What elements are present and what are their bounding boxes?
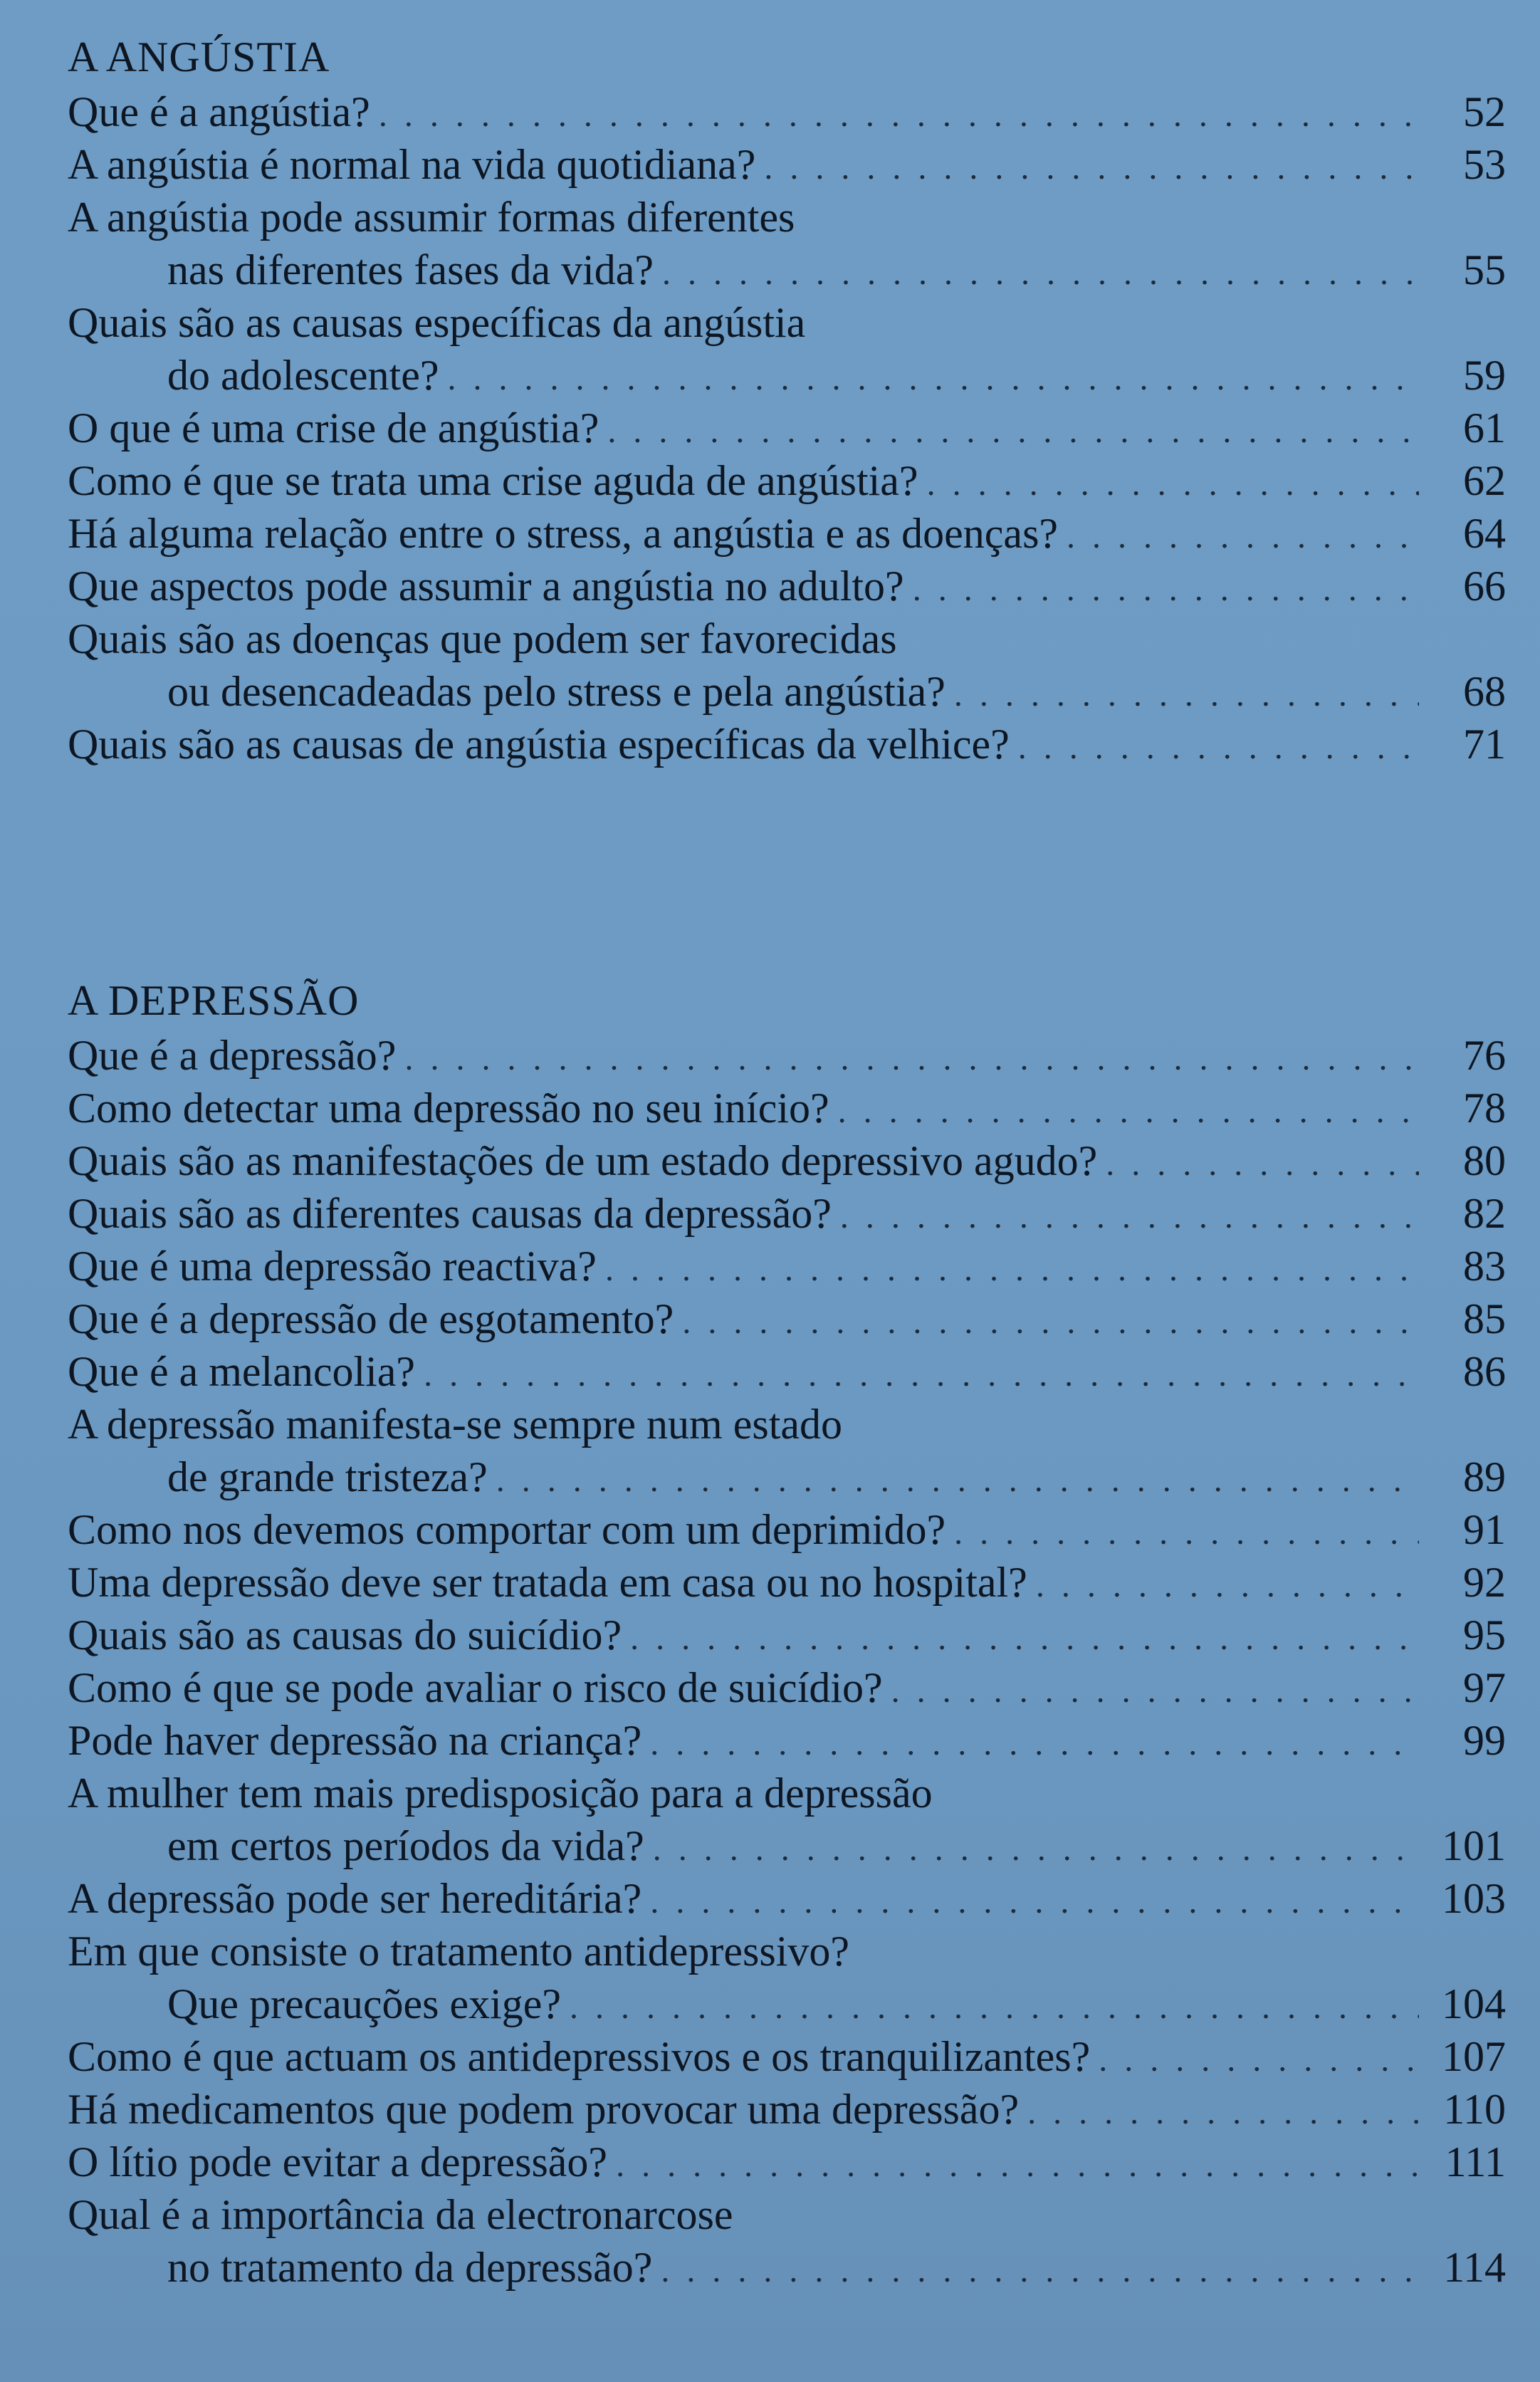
toc-entry-line-continued bbox=[68, 612, 1506, 665]
toc-page-number: 82 bbox=[1463, 1190, 1506, 1237]
toc-page-number: 89 bbox=[1463, 1453, 1506, 1500]
toc-entry-text: Uma depressão deve ser tratada em casa ou no hospital? bbox=[68, 1559, 1027, 1606]
dot-leader bbox=[891, 1665, 1419, 1718]
toc-entry[interactable] bbox=[68, 2030, 1506, 2083]
dot-leader bbox=[630, 1612, 1419, 1665]
dot-leader bbox=[447, 352, 1419, 405]
toc-entry-line bbox=[68, 1556, 1506, 1609]
toc-page-number: 97 bbox=[1463, 1664, 1506, 1711]
toc-entry-text: Qual é a importância da electronarcose bbox=[68, 2191, 733, 2238]
toc-entry[interactable] bbox=[68, 1609, 1506, 1661]
toc-entry-text: Quais são as doenças que podem ser favorecidas bbox=[68, 615, 897, 662]
toc-entry-line-continued bbox=[68, 2188, 1506, 2241]
toc-entry[interactable] bbox=[68, 1029, 1506, 1082]
dot-leader bbox=[1036, 1560, 1419, 1612]
dot-leader bbox=[424, 1349, 1419, 1401]
toc-entry[interactable] bbox=[68, 1345, 1506, 1398]
toc-entry-line bbox=[68, 1187, 1506, 1240]
toc-entry-line bbox=[68, 1661, 1506, 1714]
toc-entry-line-continued bbox=[68, 191, 1506, 244]
toc-entry[interactable] bbox=[68, 1240, 1506, 1292]
toc-entry-text: Como detectar uma depressão no seu início? bbox=[68, 1085, 829, 1132]
toc-entry-text: Como é que actuam os antidepressivos e os tranquilizantes? bbox=[68, 2033, 1091, 2080]
toc-entry-text: Que é uma depressão reactiva? bbox=[68, 1243, 597, 1290]
toc-entry-text: Pode haver depressão na criança? bbox=[68, 1717, 642, 1764]
toc-entry-text: Como é que se pode avaliar o risco de suicídio? bbox=[68, 1664, 883, 1711]
toc-entry-line bbox=[68, 1609, 1506, 1661]
toc-page-number: 80 bbox=[1463, 1137, 1506, 1184]
toc-entry-line bbox=[68, 560, 1506, 612]
toc-entry[interactable] bbox=[68, 2188, 1506, 2294]
toc-entry-text: de grande tristeza? bbox=[167, 1453, 488, 1500]
section-title: A ANGÚSTIA bbox=[68, 33, 330, 80]
toc-page-number: 103 bbox=[1442, 1875, 1506, 1922]
toc-entry-text: A depressão pode ser hereditária? bbox=[68, 1875, 642, 1922]
toc-entry-line bbox=[68, 665, 1506, 718]
toc-entry[interactable] bbox=[68, 1398, 1506, 1503]
toc-entries bbox=[68, 85, 1506, 771]
toc-entry[interactable] bbox=[68, 1082, 1506, 1134]
toc-entry-line bbox=[68, 2083, 1506, 2136]
toc-page-number: 92 bbox=[1463, 1559, 1506, 1606]
toc-entry-line-continued bbox=[68, 1767, 1506, 1819]
toc-section-angustia bbox=[68, 28, 1506, 771]
toc-entry-line bbox=[68, 1029, 1506, 1082]
dot-leader bbox=[1106, 1138, 1419, 1191]
toc-entry-line-continued bbox=[68, 296, 1506, 349]
toc-entry-text: Há alguma relação entre o stress, a angústia e as doenças? bbox=[68, 510, 1059, 557]
toc-entry[interactable] bbox=[68, 1503, 1506, 1556]
toc-entry-line bbox=[68, 1819, 1506, 1872]
toc-entry-line bbox=[68, 349, 1506, 402]
toc-page-number: 111 bbox=[1445, 2138, 1506, 2185]
toc-entry-text: O lítio pode evitar a depressão? bbox=[68, 2138, 608, 2185]
toc-page-number: 68 bbox=[1463, 668, 1506, 715]
dot-leader bbox=[570, 1981, 1419, 2034]
toc-page-number: 86 bbox=[1463, 1348, 1506, 1395]
toc-entry-line bbox=[68, 2136, 1506, 2188]
dot-leader bbox=[1018, 721, 1419, 774]
section-title: A DEPRESSÃO bbox=[68, 977, 360, 1024]
toc-page-number: 78 bbox=[1463, 1085, 1506, 1132]
dot-leader bbox=[653, 1823, 1419, 1876]
dot-leader bbox=[496, 1454, 1419, 1507]
dot-leader bbox=[682, 1296, 1419, 1349]
toc-entry[interactable] bbox=[68, 85, 1506, 138]
toc-entry[interactable] bbox=[68, 191, 1506, 296]
dot-leader bbox=[650, 1718, 1419, 1770]
toc-page-number: 59 bbox=[1463, 352, 1506, 399]
toc-entry[interactable] bbox=[68, 560, 1506, 612]
dot-leader bbox=[1099, 2034, 1419, 2086]
toc-page-number: 114 bbox=[1443, 2244, 1506, 2291]
dot-leader bbox=[379, 89, 1419, 142]
toc-entry-text: Quais são as manifestações de um estado depressivo agudo? bbox=[68, 1137, 1098, 1184]
toc-entry-text: Quais são as causas específicas da angústia bbox=[68, 299, 806, 346]
dot-leader bbox=[954, 669, 1419, 721]
toc-page-number: 91 bbox=[1463, 1506, 1506, 1553]
toc-entry-line bbox=[68, 1872, 1506, 1925]
toc-entry-line-continued bbox=[68, 1925, 1506, 1978]
toc-entry-text: Há medicamentos que podem provocar uma depressão? bbox=[68, 2086, 1020, 2133]
dot-leader bbox=[650, 1876, 1419, 1928]
toc-entry-text: no tratamento da depressão? bbox=[167, 2244, 653, 2291]
toc-entry-text: nas diferentes fases da vida? bbox=[167, 246, 654, 293]
toc-entry-line bbox=[68, 454, 1506, 507]
toc-entries bbox=[68, 1029, 1506, 2294]
toc-page-number: 61 bbox=[1463, 404, 1506, 451]
toc-entry[interactable] bbox=[68, 402, 1506, 454]
toc-page-number: 64 bbox=[1463, 510, 1506, 557]
toc-entry-text: A angústia é normal na vida quotidiana? bbox=[68, 141, 756, 188]
dot-leader bbox=[764, 142, 1419, 194]
toc-entry[interactable] bbox=[68, 138, 1506, 191]
toc-entry-line bbox=[68, 1240, 1506, 1292]
toc-entry-line bbox=[68, 1451, 1506, 1503]
toc-page-number: 110 bbox=[1443, 2086, 1506, 2133]
toc-page-number: 99 bbox=[1463, 1717, 1506, 1764]
toc-entry[interactable] bbox=[68, 1767, 1506, 1872]
toc-entry[interactable] bbox=[68, 1556, 1506, 1609]
toc-entry-line bbox=[68, 138, 1506, 191]
toc-page-number: 85 bbox=[1463, 1295, 1506, 1342]
dot-leader bbox=[927, 458, 1419, 511]
toc-entry-text: Que é a depressão de esgotamento? bbox=[68, 1295, 674, 1342]
toc-entry-text: O que é uma crise de angústia? bbox=[68, 404, 599, 451]
toc-page-number: 62 bbox=[1463, 457, 1506, 504]
toc-entry-line bbox=[68, 2241, 1506, 2294]
toc-page-number: 66 bbox=[1463, 563, 1506, 610]
dot-leader bbox=[605, 1243, 1419, 1296]
toc-page-number: 101 bbox=[1442, 1822, 1506, 1869]
toc-page-number: 52 bbox=[1463, 88, 1506, 135]
toc-entry[interactable] bbox=[68, 1134, 1506, 1187]
toc-entry-text: A angústia pode assumir formas diferentes bbox=[68, 194, 795, 241]
toc-entry-line bbox=[68, 1292, 1506, 1345]
toc-entry[interactable] bbox=[68, 1292, 1506, 1345]
toc-entry-text: Quais são as diferentes causas da depressão? bbox=[68, 1190, 832, 1237]
toc-entry[interactable] bbox=[68, 1661, 1506, 1714]
toc-entry-text: A mulher tem mais predisposição para a depressão bbox=[68, 1770, 933, 1817]
toc-entry-line bbox=[68, 1714, 1506, 1767]
dot-leader bbox=[1027, 2086, 1419, 2139]
dot-leader bbox=[913, 563, 1419, 616]
toc-entry-line bbox=[68, 1082, 1506, 1134]
toc-entry[interactable] bbox=[68, 1714, 1506, 1767]
toc-entry-text: Quais são as causas de angústia específicas da velhice? bbox=[68, 721, 1010, 768]
toc-entry[interactable] bbox=[68, 454, 1506, 507]
toc-entry-text: Como nos devemos comportar com um deprimido? bbox=[68, 1506, 946, 1553]
toc-entry[interactable] bbox=[68, 1187, 1506, 1240]
dot-leader bbox=[838, 1085, 1419, 1138]
dot-leader bbox=[661, 2245, 1419, 2297]
toc-page-number: 53 bbox=[1463, 141, 1506, 188]
toc-section-depressao bbox=[68, 972, 1506, 2294]
toc-entry-line bbox=[68, 402, 1506, 454]
toc-entry-line bbox=[68, 1345, 1506, 1398]
toc-entry[interactable] bbox=[68, 1925, 1506, 2030]
toc-entry-line bbox=[68, 244, 1506, 296]
dot-leader bbox=[1067, 511, 1419, 563]
toc-entry-text: do adolescente? bbox=[167, 352, 439, 399]
toc-entry-text: Que é a depressão? bbox=[68, 1032, 397, 1079]
toc-entry-text: Que é a melancolia? bbox=[68, 1348, 416, 1395]
toc-entry-text: Que precauções exige? bbox=[167, 1980, 562, 2027]
toc-entry[interactable] bbox=[68, 1872, 1506, 1925]
toc-entry-line bbox=[68, 1134, 1506, 1187]
toc-entry-line bbox=[68, 2030, 1506, 2083]
toc-page-number: 76 bbox=[1463, 1032, 1506, 1079]
toc-page-number: 55 bbox=[1463, 246, 1506, 293]
toc-entry-text: em certos períodos da vida? bbox=[167, 1822, 644, 1869]
toc-entry[interactable] bbox=[68, 2136, 1506, 2188]
dot-leader bbox=[954, 1507, 1419, 1560]
toc-entry-line bbox=[68, 1978, 1506, 2030]
toc-entry-text: A depressão manifesta-se sempre num estado bbox=[68, 1401, 842, 1448]
dot-leader bbox=[607, 405, 1419, 458]
toc-entry-line bbox=[68, 1503, 1506, 1556]
toc-entry-text: ou desencadeadas pelo stress e pela angústia? bbox=[167, 668, 946, 715]
toc-entry-line bbox=[68, 507, 1506, 560]
toc-entry[interactable] bbox=[68, 718, 1506, 771]
toc-entry[interactable] bbox=[68, 612, 1506, 718]
toc-page-number: 107 bbox=[1442, 2033, 1506, 2080]
dot-leader bbox=[616, 2139, 1419, 2192]
dot-leader bbox=[840, 1191, 1419, 1243]
toc-entry-text: Que é a angústia? bbox=[68, 88, 370, 135]
toc-entry-text: Em que consiste o tratamento antidepressivo? bbox=[68, 1928, 850, 1975]
toc-entry[interactable] bbox=[68, 296, 1506, 402]
toc-page-number: 95 bbox=[1463, 1611, 1506, 1658]
toc-entry-text: Que aspectos pode assumir a angústia no adulto? bbox=[68, 563, 904, 610]
toc-entry[interactable] bbox=[68, 507, 1506, 560]
toc-entry-line-continued bbox=[68, 1398, 1506, 1451]
toc-page-number: 71 bbox=[1463, 721, 1506, 768]
toc-entry[interactable] bbox=[68, 2083, 1506, 2136]
dot-leader bbox=[404, 1033, 1419, 1085]
dot-leader bbox=[662, 247, 1419, 300]
toc-entry-line bbox=[68, 85, 1506, 138]
toc-page-number: 83 bbox=[1463, 1243, 1506, 1290]
toc-entry-line bbox=[68, 718, 1506, 771]
toc-page-number: 104 bbox=[1442, 1980, 1506, 2027]
toc-entry-text: Como é que se trata uma crise aguda de angústia? bbox=[68, 457, 918, 504]
toc-entry-text: Quais são as causas do suicídio? bbox=[68, 1611, 622, 1658]
